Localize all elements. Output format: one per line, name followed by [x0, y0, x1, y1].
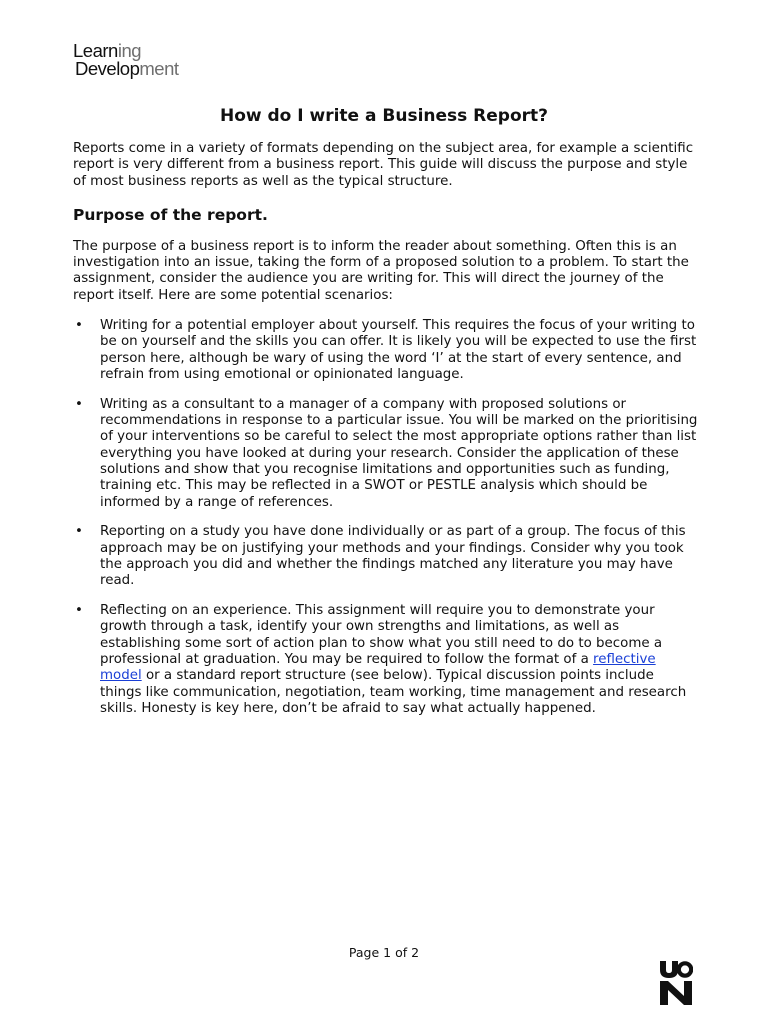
section-heading: Purpose of the report. [73, 205, 268, 224]
learning-development-logo [73, 42, 179, 78]
list-item-text: Writing for a potential employer about yourself. This requires the focus of your writing to be on yourself and the skills you can offer. It is likely you will be expected to use the first person here, although be wary of using the word ‘I’ at the start of every sentence, and refrain from using emotional or opinionated language. [100, 318, 697, 382]
list-item [73, 524, 698, 589]
logo-line-1: Learning [73, 40, 142, 61]
reflective-model-link[interactable]: reflective model [100, 651, 656, 684]
list-item [73, 397, 698, 511]
bullet-icon: • [75, 318, 83, 334]
uon-letter-n [660, 981, 692, 1005]
page-number: Page 1 of 2 [348, 945, 420, 960]
page-title: How do I write a Business Report? [219, 106, 549, 126]
section-paragraph: The purpose of a business report is to inform the reader about something. Often this is an investigation into an issue, taking the form of a proposed solution to a problem. To start the assignment, consider the audience you are writing for. This will direct the journey of the report itself. Here are some potential scenarios: [73, 238, 689, 303]
list-item-text: Reflecting on an experience. This assignment will require you to demonstrate your growth through a task, identify your own strengths and limitations, as well as establishing some sort of action plan to show what you still need to do to become a professional at graduation. You may be required to follow the format of a reflective model or a standard report structure (see below). Typical discussion points include things like communication, negotiation, team working, time management and research skills. Honesty is key here, don’t be afraid to say what actually happened. [100, 603, 687, 716]
list-item-text: Reporting on a study you have done individually or as part of a group. The focus of this approach may be on justifying your methods and your findings. Consider why you took the approach you did and whether the findings matched any literature you may have read. [100, 524, 686, 589]
bullet-icon: • [75, 524, 83, 540]
uon-letter-u [660, 961, 678, 978]
list-item-text: Writing as a consultant to a manager of a company with proposed solutions or recommendations in response to a particular issue. You will be marked on the prioritising of your interventions so be careful to select the most appropriate options rather than list everything you have looked at during your research. Consider the application of these solutions and show that you recognise limitations and opportunities such as funding, training etc. This may be reflected in a SWOT or PESTLE analysis which should be informed by a range of references. [100, 396, 698, 510]
bullet-icon: • [75, 603, 83, 619]
document-body [73, 141, 698, 731]
list-item [73, 318, 698, 383]
intro-paragraph: Reports come in a variety of formats depending on the subject area, for example a scientific report is very different from a business report. This guide will discuss the purpose and style of most business reports as well as the typical structure. [73, 141, 694, 189]
bullet-icon: • [75, 396, 83, 412]
list-item [73, 603, 698, 717]
logo-line-2: Development [75, 58, 179, 79]
scenario-list [73, 318, 698, 717]
uon-letter-o [679, 963, 691, 975]
uon-logo [659, 960, 693, 1006]
